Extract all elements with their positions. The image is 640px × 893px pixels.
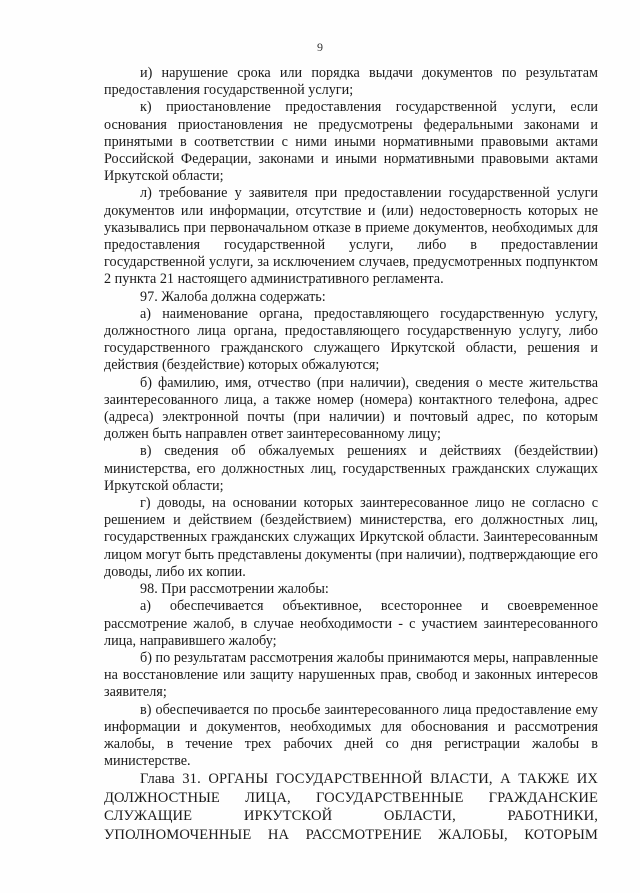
paragraph-98-v: в) обеспечивается по просьбе заинтересованного лица предоставление ему информации и документов, необходимых для обоснования и рассмотрения жалобы, в течение трех рабочих дней со дня регистрации жалобы в министерстве. <box>104 701 598 770</box>
document-body <box>104 65 598 770</box>
chapter-heading: Глава 31. ОРГАНЫ ГОСУДАРСТВЕННОЙ ВЛАСТИ, А ТАКЖЕ ИХ ДОЛЖНОСТНЫЕ ЛИЦА, ГОСУДАРСТВЕННЫЕ ГРАЖДАНСКИЕ СЛУЖАЩИЕ ИРКУТСКОЙ ОБЛАСТИ, РАБОТНИКИ, УПОЛНОМОЧЕННЫЕ НА РАССМОТРЕНИЕ ЖАЛОБЫ, КОТОРЫМ <box>104 771 598 843</box>
paragraph-98-heading: 98. При рассмотрении жалобы: <box>140 581 329 598</box>
paragraph-item-l: л) требование у заявителя при предоставлении государственной услуги документов или информации, отсутствие и (или) недостоверность которых не указывались при первоначальном отказе в приеме документов, необходимых для предоставления государственной услуги, либо в предоставлении государственной услуги, за исключением случаев, предусмотренных подпунктом 2 пункта 21 настоящего административного регламента. <box>104 185 598 288</box>
paragraph-97-g: г) доводы, на основании которых заинтересованное лицо не согласно с решением и действием (бездействием) министерства, его должностных лиц, государственных гражданских служащих Иркутской области. Заинтересованным лицом могут быть представлены документы (при наличии), подтверждающие его доводы, либо их копии. <box>104 495 598 580</box>
paragraph-97-v: в) сведения об обжалуемых решениях и действиях (бездействии) министерства, его должностных лиц, государственных гражданских служащих Иркутской области; <box>104 443 598 494</box>
paragraph-item-k: к) приостановление предоставления государственной услуги, если основания приостановления не предусмотрены федеральными законами и принятыми в соответствии с ними иными нормативными правовыми актами Российской Федерации, законами и иными нормативными правовыми актами Иркутской области; <box>104 99 598 185</box>
paragraph-98-a: а) обеспечивается объективное, всестороннее и своевременное рассмотрение жалоб, в случае необходимости - с участием заинтересованного лица, направившего жалобу; <box>104 598 598 649</box>
paragraph-item-i: и) нарушение срока или порядка выдачи документов по результатам предоставления государственной услуги; <box>104 65 598 99</box>
page-number: 9 <box>317 40 323 54</box>
paragraph-97-a: а) наименование органа, предоставляющего государственную услугу, должностного лица органа, предоставляющего государственную услугу, либо государственного гражданского служащего Иркутской области, решения и действия (бездействие) которых обжалуются; <box>104 305 598 374</box>
paragraph-97-heading: 97. Жалоба должна содержать: <box>140 288 326 305</box>
paragraph-98-b: б) по результатам рассмотрения жалобы принимаются меры, направленные на восстановление или защиту нарушенных прав, свобод и законных интересов заявителя; <box>104 649 598 701</box>
paragraph-97-b: б) фамилию, имя, отчество (при наличии), сведения о месте жительства заинтересованного лица, а также номер (номера) контактного телефона, адрес (адреса) электронной почты (при наличии) и почтовый адрес, по которым должен быть направлен ответ заинтересованному лицу; <box>104 374 598 443</box>
